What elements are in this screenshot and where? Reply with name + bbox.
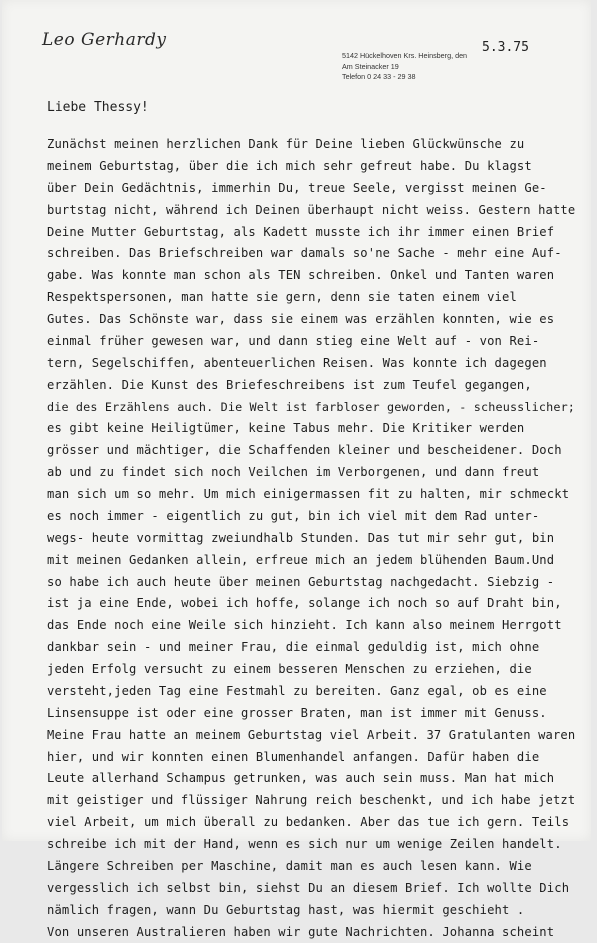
letter-line: mit meinen Gedanken allein, erfreue mich an jedem blühenden Baum.Und <box>47 550 577 572</box>
letter-line: meinem Geburtstag, über die ich mich sehr gefreut habe. Du klagst <box>47 156 577 178</box>
letter-line: einmal früher gewesen war, und dann stieg eine Welt auf - von Rei- <box>47 331 577 353</box>
letter-line: Meine Frau hatte an meinem Geburtstag viel Arbeit. 37 Gratulanten waren <box>47 725 577 747</box>
letter-date: 5.3.75 <box>482 43 529 54</box>
address-line-city: 5142 Hückelhoven Krs. Heinsberg, den <box>342 51 467 62</box>
address-line-phone: Telefon 0 24 33 - 29 38 <box>342 72 467 83</box>
letter-body <box>47 134 577 943</box>
letter-line: vergesslich ich selbst bin, siehst Du an diesem Brief. Ich wollte Dich <box>47 878 577 900</box>
letter-line: viel Arbeit, um mich überall zu bedanken. Aber das tue ich gern. Teils <box>47 812 577 834</box>
letter-line: die des Erzählens auch. Die Welt ist farbloser geworden, - scheusslicher; <box>47 397 577 419</box>
address-line-street: Am Steinacker 19 <box>342 62 467 73</box>
letter-line: Längere Schreiben per Maschine, damit man es auch lesen kann. Wie <box>47 856 577 878</box>
letter-line: Gutes. Das Schönste war, dass sie einem was erzählen konnten, wie es <box>47 309 577 331</box>
letter-line: wegs- heute vormittag zweiundhalb Stunden. Das tut mir sehr gut, bin <box>47 528 577 550</box>
letter-line: Respektspersonen, man hatte sie gern, denn sie taten einem viel <box>47 287 577 309</box>
letter-line: jeden Erfolg versucht zu einem besseren Menschen zu erziehen, die <box>47 659 577 681</box>
letter-line: Zunächst meinen herzlichen Dank für Deine lieben Glückwünsche zu <box>47 134 577 156</box>
letter-line: nämlich fragen, wann Du Geburtstag hast, was hiermit geschieht . <box>47 900 577 922</box>
salutation: Liebe Thessy! <box>47 100 149 115</box>
letter-line: hier, und wir konnten einen Blumenhandel anfangen. Dafür haben die <box>47 747 577 769</box>
letter-line: Linsensuppe ist oder eine grosser Braten, man ist immer mit Genuss. <box>47 703 577 725</box>
letter-line: schreiben. Das Briefschreiben war damals so'ne Sache - mehr eine Auf- <box>47 243 577 265</box>
letter-line: ist ja eine Ende, wobei ich hoffe, solange ich noch so auf Draht bin, <box>47 593 577 615</box>
letter-page <box>2 0 591 841</box>
letter-line: schreibe ich mit der Hand, wenn es sich nur um wenige Zeilen handelt. <box>47 834 577 856</box>
letter-line: mit geistiger und flüssiger Nahrung reich beschenkt, und ich habe jetzt <box>47 790 577 812</box>
letter-line: das Ende noch eine Weile sich hinzieht. Ich kann also meinem Herrgott <box>47 615 577 637</box>
letter-line: Leute allerhand Schampus getrunken, was auch sein muss. Man hat mich <box>47 768 577 790</box>
letter-line: gabe. Was konnte man schon als TEN schreiben. Onkel und Tanten waren <box>47 265 577 287</box>
letter-line: versteht,jeden Tag eine Festmahl zu bereiten. Ganz egal, ob es eine <box>47 681 577 703</box>
letter-line: so habe ich auch heute über meinen Geburtstag nachgedacht. Siebzig - <box>47 572 577 594</box>
address-block <box>342 51 467 83</box>
letter-line: Von unseren Australieren haben wir gute Nachrichten. Johanna scheint <box>47 922 577 943</box>
letter-line: erzählen. Die Kunst des Briefeschreibens ist zum Teufel gegangen, <box>47 375 577 397</box>
letter-line: dankbar sein - und meiner Frau, die einmal geduldig ist, mich ohne <box>47 637 577 659</box>
letter-line: grösser und mächtiger, die Schaffenden kleiner und bescheidener. Doch <box>47 440 577 462</box>
letter-line: man sich um so mehr. Um mich einigermassen fit zu halten, mir schmeckt <box>47 484 577 506</box>
letter-line: Deine Mutter Geburtstag, als Kadett musste ich ihr immer einen Brief <box>47 222 577 244</box>
letter-line: ab und zu findet sich noch Veilchen im Verborgenen, und dann freut <box>47 462 577 484</box>
letter-line: es noch immer - eigentlich zu gut, bin ich viel mit dem Rad unter- <box>47 506 577 528</box>
letter-line: es gibt keine Heiligtümer, keine Tabus mehr. Die Kritiker werden <box>47 418 577 440</box>
letter-line: burtstag nicht, während ich Deinen überhaupt nicht weiss. Gestern hatte <box>47 200 577 222</box>
letter-line: tern, Segelschiffen, abenteuerlichen Reisen. Was konnte ich dagegen <box>47 353 577 375</box>
sender-signature: Leo Gerhardy <box>42 30 166 50</box>
letter-line: über Dein Gedächtnis, immerhin Du, treue Seele, vergisst meinen Ge- <box>47 178 577 200</box>
